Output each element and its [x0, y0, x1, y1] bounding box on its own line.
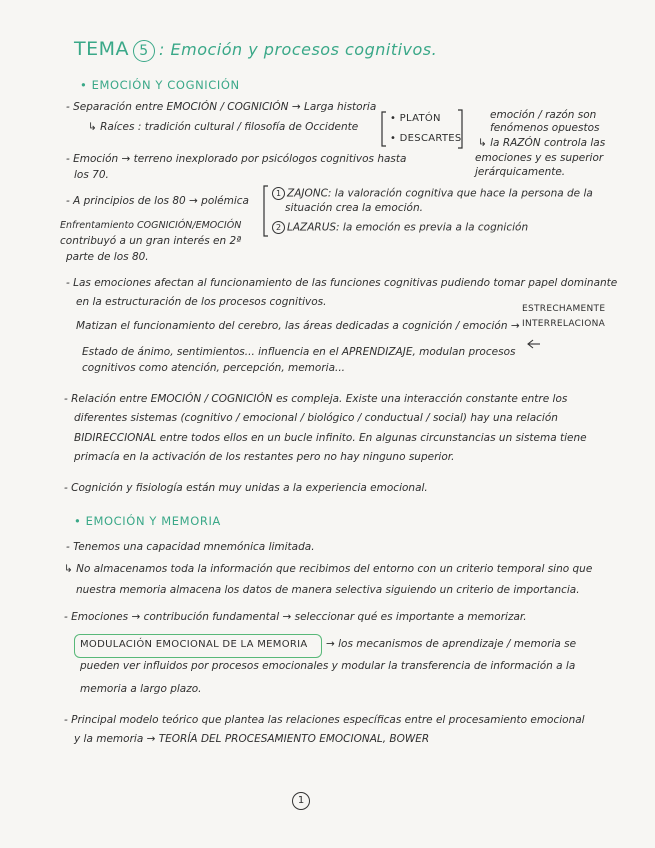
lazarus-text: LAZARUS: la emoción es previa a la cognición [287, 221, 529, 234]
note-line: parte de los 80. [66, 251, 149, 263]
note-lazarus: 2 LAZARUS: la emoción es previa a la cognición [272, 221, 528, 235]
note-line: - Cognición y fisiología están muy unidas a la experiencia emocional. [64, 482, 428, 494]
note-line: primacía en la activación de los restantes pero no hay ninguno superior. [74, 451, 455, 463]
page-number: 1 [292, 792, 310, 810]
note-line: diferentes sistemas (cognitivo / emocional / biológico / conductual / social) hay una relación [74, 412, 558, 424]
note-right: jerárquicamente. [475, 166, 566, 178]
note-line: Enfrentamiento COGNICIÓN/EMOCIÓN [60, 220, 242, 231]
note-line: memoria a largo plazo. [80, 683, 202, 695]
note-highlight: MODULACIÓN EMOCIONAL DE LA MEMORIA [80, 639, 308, 650]
zajonc-text: ZAJONC: la valoración cognitiva que hace la persona de la [287, 187, 593, 200]
note-line: contribuyó a un gran interés en 2ª [60, 235, 242, 247]
note-line: - Emociones → contribución fundamental → seleccionar qué es importante a memorizar. [64, 611, 527, 623]
title-prefix: TEMA [74, 38, 130, 60]
bracket-polemica [264, 186, 268, 236]
note-line: y la memoria → TEORÍA DEL PROCESAMIENTO EMOCIONAL, BOWER [74, 733, 430, 745]
section-heading-emocion-memoria: • EMOCIÓN Y MEMORIA [74, 514, 221, 528]
note-zajonc: 1 ZAJONC: la valoración cognitiva que hace la persona de la [272, 187, 593, 201]
note-line: - Emoción → terreno inexplorado por psicólogos cognitivos hasta [66, 153, 407, 165]
note-line: - Las emociones afectan al funcionamiento de las funciones cognitivas pudiendo tomar papel dominante [66, 277, 618, 289]
title-text: : Emoción y procesos cognitivos. [159, 40, 438, 59]
note-right: emociones y es superior [475, 152, 604, 164]
note-line: cognitivos como atención, percepción, memoria... [82, 362, 346, 374]
section-heading-emocion-cognicion: • EMOCIÓN Y COGNICIÓN [80, 78, 240, 92]
note-estrechamente: ESTRECHAMENTE [522, 304, 606, 314]
note-line: Estado de ánimo, sentimientos... influencia en el APRENDIZAJE, modulan procesos [82, 346, 516, 358]
topic-number-circle: 5 [133, 40, 155, 62]
note-line: BIDIRECCIONAL entre todos ellos en un bucle infinito. En algunas circunstancias un sistema tiene [74, 432, 587, 444]
note-line: - A principios de los 80 → polémica [66, 195, 249, 207]
note-descartes: • DESCARTES [390, 133, 462, 144]
note-line: los 70. [74, 169, 109, 181]
note-line: ↳ No almacenamos toda la información que recibimos del entorno con un criterio temporal sino que [64, 563, 593, 575]
bracket-philosophers [382, 112, 386, 146]
note-line: - Tenemos una capacidad mnemónica limitada. [66, 541, 315, 553]
note-right: fenómenos opuestos [490, 122, 600, 134]
note-line: nuestra memoria almacena los datos de manera selectiva siguiendo un criterio de importancia. [76, 584, 580, 596]
note-line: - Separación entre EMOCIÓN / COGNICIÓN → Larga historia [66, 101, 377, 113]
note-line: pueden ver influidos por procesos emocionales y modular la transferencia de información a la [80, 660, 576, 672]
note-line: → los mecanismos de aprendizaje / memoria se [326, 638, 577, 650]
note-zajonc-cont: situación crea la emoción. [285, 202, 423, 214]
note-right: ↳ la RAZÓN controla las [478, 137, 606, 149]
bracket-reason [458, 110, 462, 148]
note-line: ↳ Raíces : tradición cultural / filosofía de Occidente [88, 121, 359, 133]
note-line: en la estructuración de los procesos cognitivos. [76, 296, 327, 308]
note-line: - Relación entre EMOCIÓN / COGNICIÓN es compleja. Existe una interacción constante entre los [64, 393, 568, 405]
note-right: emoción / razón son [490, 109, 597, 121]
note-platon: • PLATÓN [390, 113, 441, 124]
note-interrelaciona: INTERRELACIONA [522, 319, 606, 329]
note-line: - Principal modelo teórico que plantea las relaciones específicas entre el procesamiento emocional [64, 714, 585, 726]
note-line: Matizan el funcionamiento del cerebro, las áreas dedicadas a cognición / emoción → [76, 320, 520, 332]
